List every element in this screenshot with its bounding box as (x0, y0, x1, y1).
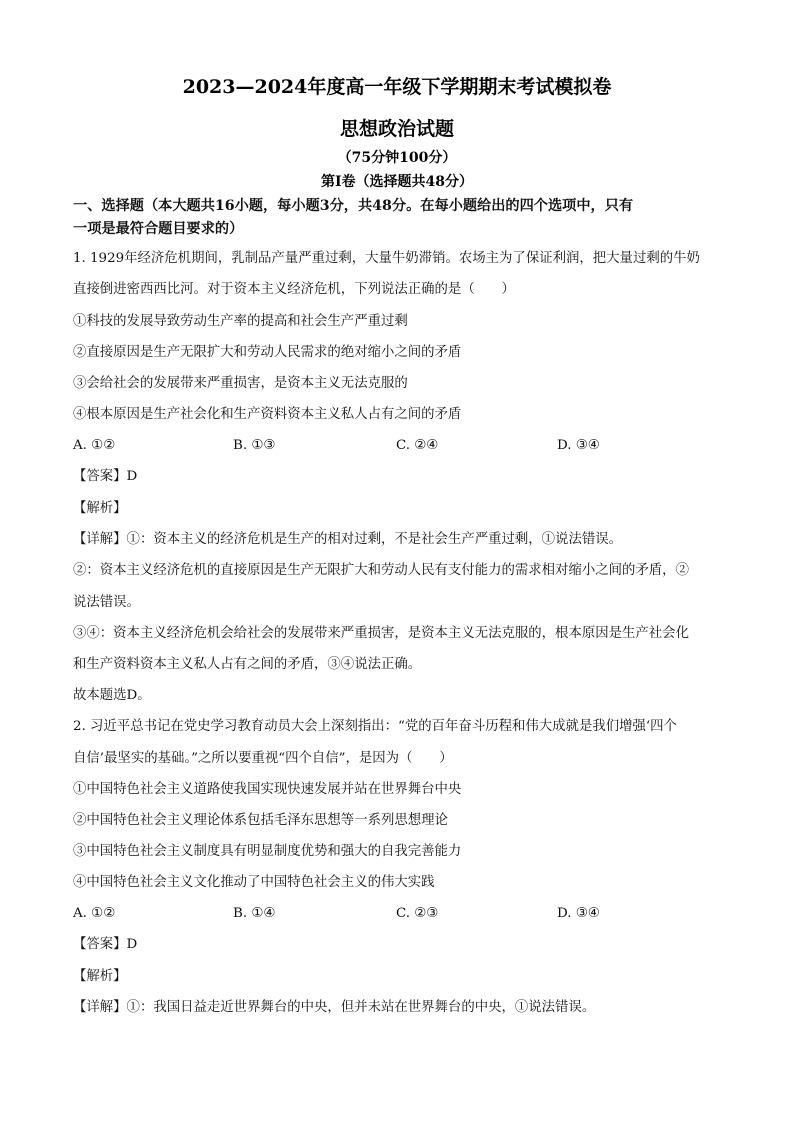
q2-stem-line2: 自信’最坚实的基础。”之所以要重视“四个自信”，是因为（ ） (73, 751, 453, 766)
q1-stem-line1: 1. 1929年经济危机期间，乳制品产量严重过剩，大量牛奶滞销。农场主为了保证利润，把大量过剩的牛奶 (73, 251, 700, 266)
exam-duration: （75分钟100分） (337, 150, 457, 166)
q2-item-3: ③中国特色社会主义制度具有明显制度优势和强大的自我完善能力 (73, 844, 462, 859)
q1-option-c: C. ②④ (396, 438, 439, 453)
q1-detail-line3: 说法错误。 (73, 595, 140, 610)
q2-item-2: ②中国特色社会主义理论体系包括毛泽东思想等一系列思想理论 (73, 813, 448, 828)
q1-detail-line6: 故本题选D。 (73, 688, 151, 703)
q1-detail-line4: ③④：资本主义经济危机会给社会的发展带来严重损害，是资本主义无法克服的，根本原因是生产社会化 (73, 626, 689, 641)
q1-option-b: B. ①③ (233, 438, 276, 453)
section-heading-line1: 一、选择题（本大题共16小题，每小题3分，共48分。在每小题给出的四个选项中，只有 (73, 198, 634, 214)
exam-title: 2023—2024年度高一年级下学期期末考试模拟卷 (182, 76, 612, 98)
q2-option-a: A. ①② (73, 906, 116, 921)
q2-option-c: C. ②③ (396, 906, 439, 921)
q1-option-a: A. ①② (73, 438, 116, 453)
exam-part: 第I卷（选择题共48分） (320, 174, 474, 190)
q1-analysis-label: 【解析】 (73, 501, 127, 516)
q1-item-2: ②直接原因是生产无限扩大和劳动人民需求的绝对缩小之间的矛盾 (73, 345, 462, 360)
q2-option-b: B. ①④ (233, 906, 276, 921)
q1-options (73, 436, 723, 456)
q1-item-3: ③会给社会的发展带来严重损害，是资本主义无法克服的 (73, 376, 408, 391)
q2-item-1: ①中国特色社会主义道路使我国实现快速发展并站在世界舞台中央 (73, 782, 462, 797)
q2-analysis-label: 【解析】 (73, 969, 127, 984)
q1-answer: 【答案】D (73, 469, 138, 484)
q2-answer: 【答案】D (73, 937, 138, 952)
q1-detail-line2: ②：资本主义经济危机的直接原因是生产无限扩大和劳动人民有支付能力的需求相对缩小之间的矛盾，② (73, 563, 689, 578)
q2-option-d: D. ③④ (557, 906, 600, 921)
q2-options (73, 904, 723, 924)
q1-stem-line2: 直接倒进密西西比河。对于资本主义经济危机，下列说法正确的是（ ） (73, 282, 515, 297)
section-heading-line2: 一项是最符合题目要求的） (73, 221, 244, 237)
q1-detail-line1: 【详解】①：资本主义的经济危机是生产的相对过剩，不是社会生产严重过剩，①说法错误。 (73, 532, 623, 547)
q1-item-1: ①科技的发展导致劳动生产率的提高和社会生产严重过剩 (73, 314, 408, 329)
q2-detail-line1: 【详解】①：我国日益走近世界舞台的中央，但并未站在世界舞台的中央，①说法错误。 (73, 1000, 596, 1015)
q1-item-4: ④根本原因是生产社会化和生产资料资本主义私人占有之间的矛盾 (73, 407, 462, 422)
q1-option-d: D. ③④ (557, 438, 600, 453)
q2-stem-line1: 2. 习近平总书记在党史学习教育动员大会上深刻指出：“党的百年奋斗历程和伟大成就是我们增强‘四个 (73, 719, 677, 734)
q1-detail-line5: 和生产资料资本主义私人占有之间的矛盾，③④说法正确。 (73, 657, 422, 672)
exam-subject: 思想政治试题 (339, 118, 454, 140)
q2-item-4: ④中国特色社会主义文化推动了中国特色社会主义的伟大实践 (73, 875, 435, 890)
